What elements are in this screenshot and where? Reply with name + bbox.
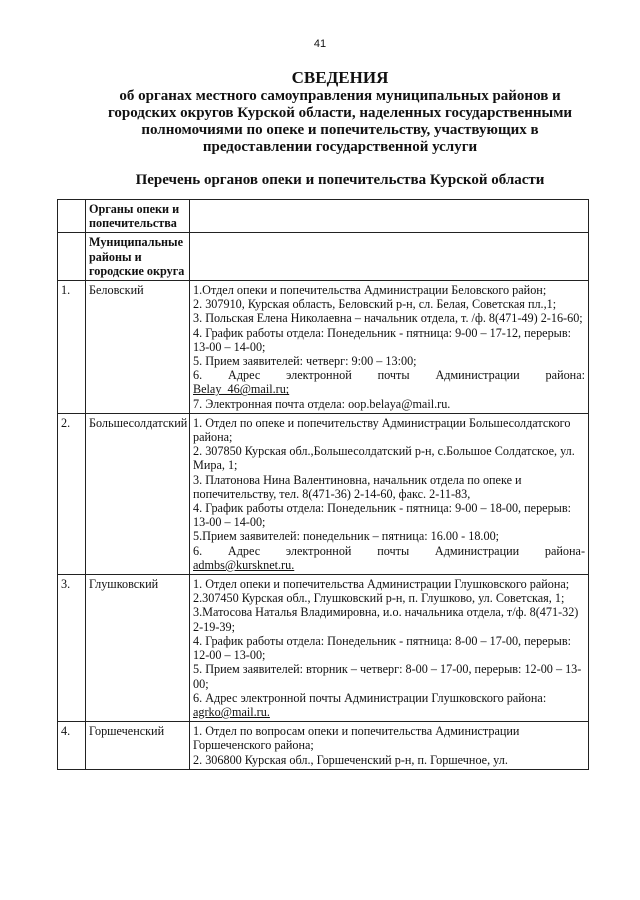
detail-line: 7. Электронная почта отдела: oop.belaya@mail.ru. [193,396,451,411]
district-name: Глушковский [86,575,190,722]
guardianship-table [57,199,589,770]
detail-line: 3. Платонова Нина Валентиновна, начальник отдела по опеке и попечительству, тел. 8(471-36) 2-14-60, факс. 2-11-83, [193,472,522,501]
district-name: Большесолдатский [86,413,190,574]
detail-line: 5. Прием заявителей: четверг: 9:00 – 13:00; [193,354,417,369]
authority-details [190,722,589,770]
detail-line: 3.Матосова Наталья Владимировна, и.о. начальника отдела, т/ф. 8(471-32) 2-19-39; [193,605,579,634]
detail-line: 2. 307850 Курская обл.,Большесолдатский р-н, с.Большое Солдатское, ул. Мира, 1; [193,444,575,473]
table-row [58,575,589,722]
title-line: городских округов Курской области, наделенных государственными [107,105,573,121]
empty-cell [190,200,589,233]
detail-line: 4. График работы отдела: Понедельник - пятница: 8-00 – 17-00, перерыв: 12-00 – 13-00; [193,633,571,663]
title-line: предоставлении государственной услуги [202,139,478,155]
page-number: 41 [313,38,327,50]
detail-line: admbs@kursknet.ru. [193,557,295,572]
title-line: полномочиями по опеке и попечительству, участвующих в [141,122,539,138]
row-number: 4. [58,722,86,770]
header-row [58,233,589,281]
detail-line: 2.307450 Курская обл., Глушковский р-н, п. Глушково, ул. Советская, 1; [193,591,565,606]
header-cell-authorities: Органы опеки и попечительства [86,200,190,233]
empty-cell [190,233,589,281]
detail-line: 1.Отдел опеки и попечительства Администрации Беловского район; [193,283,547,298]
detail-line: 1. Отдел по опеке и попечительству Администрации Большесолдатского района; [193,415,571,445]
row-number: 3. [58,575,86,722]
detail-line: agrko@mail.ru. [193,704,270,719]
detail-line: 3. Польская Елена Николаевна – начальник отдела, т. /ф. 8(471-49) 2-16-60; [193,311,583,326]
table-row [58,722,589,770]
detail-line: 4. График работы отдела: Понедельник - пятница: 9-00 – 18-00, перерыв: 13-00 – 14-00; [193,501,571,530]
table-row [58,281,589,414]
empty-cell [58,233,86,281]
table-row [58,413,589,574]
header-row [58,200,589,233]
detail-line: 2. 307910, Курская область, Беловский р-н, сл. Белая, Советская пл.,1; [193,297,557,312]
detail-line: 6. Адрес электронной почты Администрации Глушковского района: [193,690,547,705]
title-heading: СВЕДЕНИЯ [291,68,389,87]
row-number: 2. [58,413,86,574]
detail-line: Belay_46@mail.ru; [193,382,290,397]
list-subtitle: Перечень органов опеки и попечительства Курской области [135,172,545,188]
detail-line: 2. 306800 Курская обл., Горшеченский р-н, п. Горшечное, ул. [193,752,508,767]
detail-line: 1. Отдел по вопросам опеки и попечительства Администрации Горшеченского района; [193,724,520,753]
authority-details [190,575,589,722]
detail-line: 6. Адрес электронной почты Администрации района- [193,543,585,558]
detail-line: 6. Адрес электронной почты Администрации района: [193,368,585,383]
authority-details [190,281,589,414]
document-title [60,68,620,156]
header-cell-districts: Муниципальные районы и городские округа [86,233,190,281]
title-line: об органах местного самоуправления муниципальных районов и [119,88,561,104]
detail-line: 5.Прием заявителей: понедельник – пятница: 16.00 - 18.00; [193,529,500,544]
detail-line: 4. График работы отдела: Понедельник - пятница: 9-00 – 17-12, перерыв: 13-00 – 14-00; [193,325,571,354]
detail-line: 1. Отдел опеки и попечительства Администрации Глушковского района; [193,577,570,592]
row-number: 1. [58,281,86,414]
district-name: Беловский [86,281,190,414]
detail-line: 5. Прием заявителей: вторник – четверг: 8-00 – 17-00, перерыв: 12-00 – 13-00; [193,662,582,691]
authority-details [190,413,589,574]
empty-cell [58,200,86,233]
district-name: Горшеченский [86,722,190,770]
